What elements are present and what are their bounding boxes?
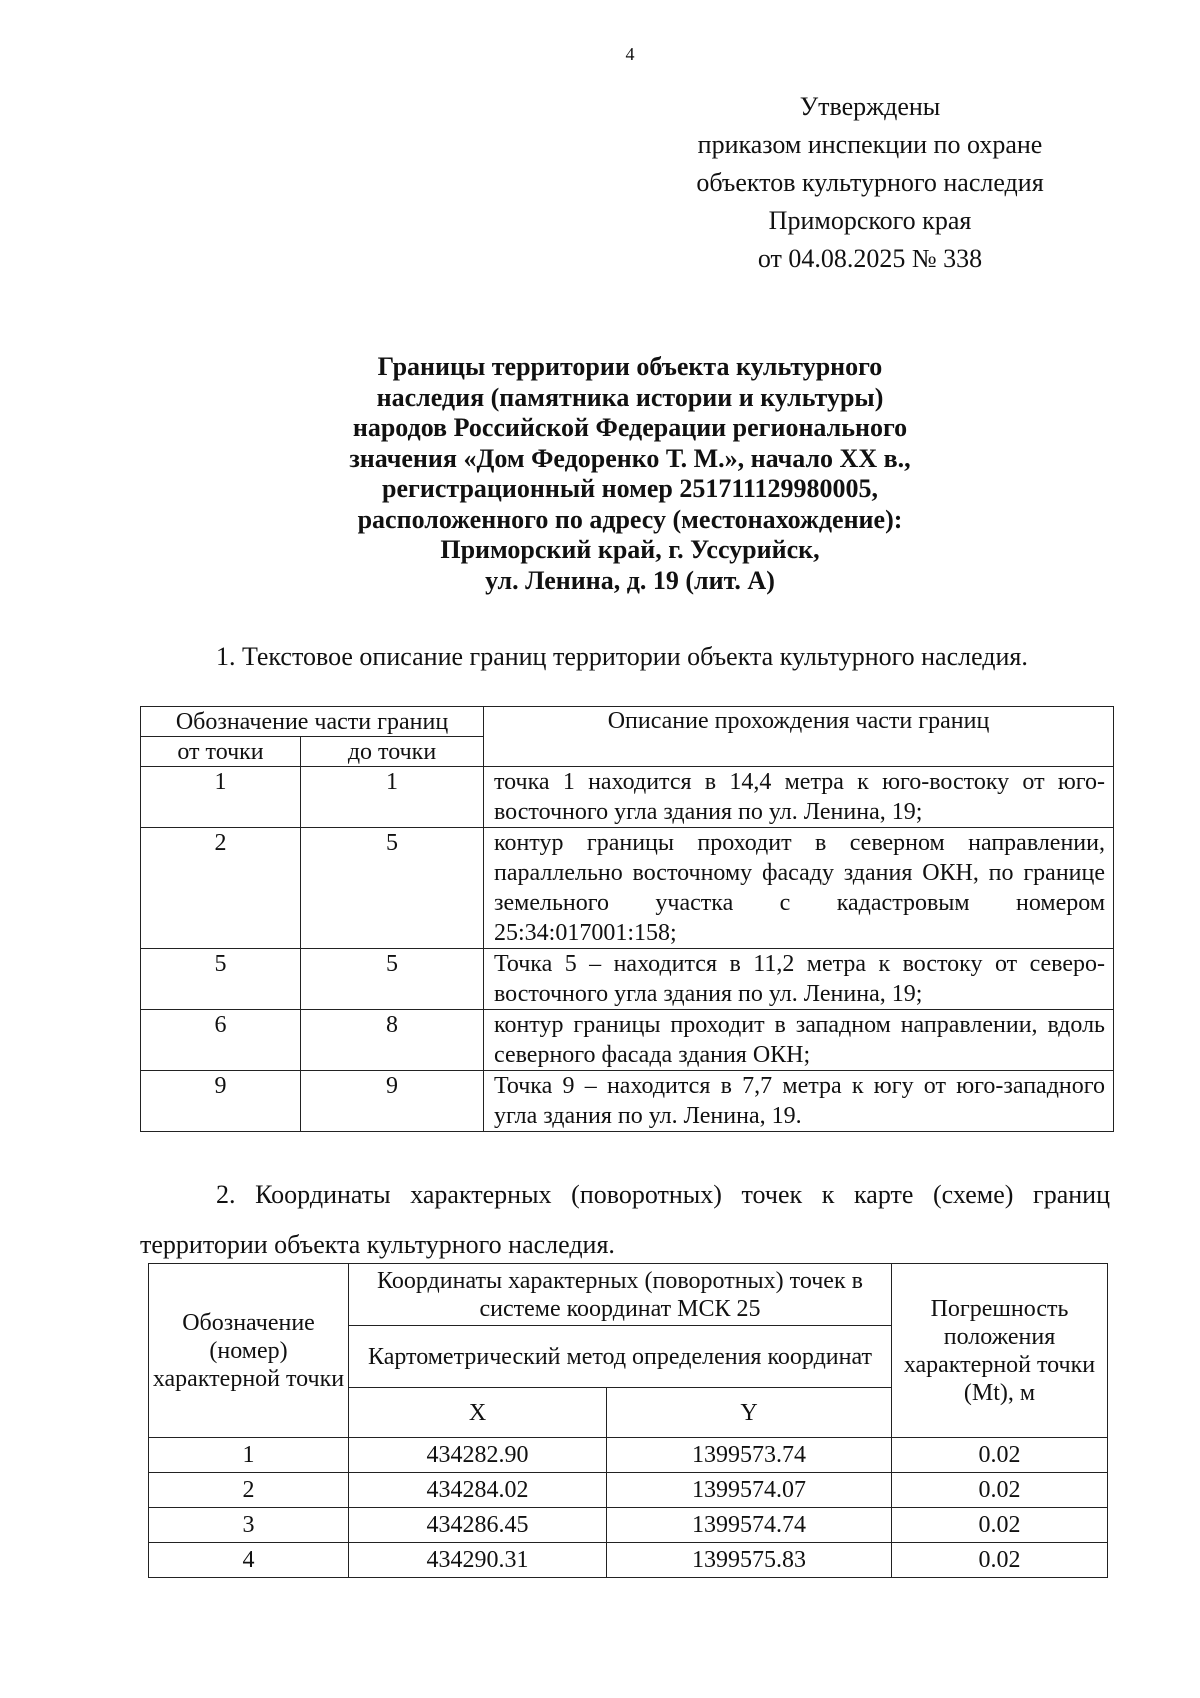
to-point-cell: 5 (301, 949, 484, 1010)
title-line: Границы территории объекта культурного (377, 352, 883, 381)
to-point-cell: 5 (301, 828, 484, 949)
header-position-error: Погрешность положения характерной точки (Mt), м (892, 1264, 1108, 1438)
header-y: Y (607, 1388, 892, 1438)
point-cell: 3 (149, 1508, 349, 1543)
header-to-point: до точки (301, 737, 484, 767)
approval-line: Приморского края (768, 206, 972, 235)
description-cell: Точка 5 – находится в 11,2 метра к востоку от северо-восточного угла здания по ул. Ленина, 19; (484, 949, 1114, 1010)
x-cell: 434286.45 (349, 1508, 607, 1543)
point-cell: 1 (149, 1438, 349, 1473)
header-description: Описание прохождения части границ (484, 707, 1114, 767)
error-cell: 0.02 (892, 1473, 1108, 1508)
table-row (141, 767, 1114, 828)
point-cell: 2 (149, 1473, 349, 1508)
from-point-cell: 2 (141, 828, 301, 949)
document-title (250, 352, 1010, 596)
title-line: народов Российской Федерации регионального (352, 413, 908, 442)
table-row (149, 1508, 1108, 1543)
table-row (149, 1473, 1108, 1508)
description-cell: Точка 9 – находится в 7,7 метра к югу от юго-западного угла здания по ул. Ленина, 19. (484, 1071, 1114, 1132)
title-line: Приморский край, г. Уссурийск, (440, 535, 820, 564)
approval-block (650, 88, 1090, 278)
header-method: Картометрический метод определения координат (349, 1326, 892, 1388)
from-point-cell: 6 (141, 1010, 301, 1071)
table-row (141, 1010, 1114, 1071)
x-cell: 434284.02 (349, 1473, 607, 1508)
point-cell: 4 (149, 1543, 349, 1578)
y-cell: 1399575.83 (607, 1543, 892, 1578)
from-point-cell: 1 (141, 767, 301, 828)
section1-heading: 1. Текстовое описание границ территории объекта культурного наследия. (216, 642, 1028, 671)
header-x: X (349, 1388, 607, 1438)
approval-line: Утверждены (799, 92, 941, 121)
table-row (149, 1438, 1108, 1473)
boundary-description-table (140, 706, 1114, 1132)
header-point-designation: Обозначение (номер) характерной точки (149, 1264, 349, 1438)
title-line: значения «Дом Федоренко Т. М.», начало XX в., (349, 443, 911, 473)
description-cell: контур границы проходит в северном направлении, параллельно восточному фасаду здания ОКН, по границе земельного участка с кадастровым номером 25:34:017001:158; (484, 828, 1114, 949)
y-cell: 1399574.74 (607, 1508, 892, 1543)
to-point-cell: 9 (301, 1071, 484, 1132)
from-point-cell: 5 (141, 949, 301, 1010)
error-cell: 0.02 (892, 1438, 1108, 1473)
section2-heading: 2. Координаты характерных (поворотных) точек к карте (схеме) границ территории объекта культурного наследия. (140, 1180, 1110, 1259)
approval-line: от 04.08.2025 № 338 (757, 244, 983, 273)
coordinates-table (148, 1263, 1108, 1578)
title-line: регистрационный номер 251711129980005, (382, 474, 878, 503)
x-cell: 434290.31 (349, 1543, 607, 1578)
title-line: ул. Ленина, д. 19 (лит. А) (485, 565, 775, 595)
header-from-point: от точки (141, 737, 301, 767)
description-cell: точка 1 находится в 14,4 метра к юго-востоку от юго-восточного угла здания по ул. Ленина, 19; (484, 767, 1114, 828)
page-number: 4 (625, 44, 635, 64)
to-point-cell: 8 (301, 1010, 484, 1071)
y-cell: 1399574.07 (607, 1473, 892, 1508)
to-point-cell: 1 (301, 767, 484, 828)
error-cell: 0.02 (892, 1508, 1108, 1543)
table-row (149, 1543, 1108, 1578)
header-coordinates: Координаты характерных (поворотных) точек в системе координат МСК 25 (349, 1264, 892, 1326)
header-designation: Обозначение части границ (141, 707, 484, 737)
approval-line: объектов культурного наследия (696, 168, 1044, 197)
table-row (141, 1071, 1114, 1132)
table-row (141, 828, 1114, 949)
x-cell: 434282.90 (349, 1438, 607, 1473)
from-point-cell: 9 (141, 1071, 301, 1132)
error-cell: 0.02 (892, 1543, 1108, 1578)
table-row (141, 949, 1114, 1010)
description-cell: контур границы проходит в западном направлении, вдоль северного фасада здания ОКН; (484, 1010, 1114, 1071)
title-line: расположенного по адресу (местонахождение): (357, 504, 903, 534)
y-cell: 1399573.74 (607, 1438, 892, 1473)
approval-line: приказом инспекции по охране (697, 130, 1043, 159)
title-line: наследия (памятника истории и культуры) (376, 382, 884, 412)
